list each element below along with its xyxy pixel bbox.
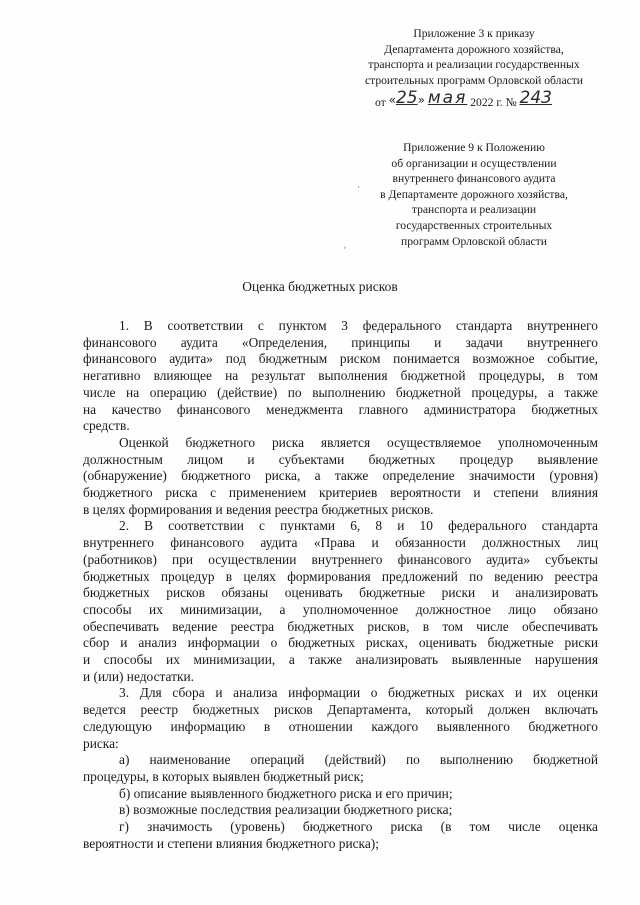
appendix-regulation-line: транспорта и реализации (411, 203, 537, 217)
document-body (83, 318, 598, 853)
appendix-order-line: транспорта и реализации государственных (368, 58, 580, 72)
paragraph-3 (83, 518, 598, 685)
text-line: должностным лицом и субъектами бюджетных процедур выявление (83, 451, 598, 467)
text-line: средств. (83, 418, 130, 434)
text-line: (обнаружение) бюджетного риска, а также определение значимости (уровня) (83, 468, 598, 484)
text-line: 3. Для сбора и анализа информации о бюджетных рисках и их оценки (119, 685, 598, 701)
text-line: а) наименование операций (действий) по выполнению бюджетной (119, 752, 598, 768)
appendix-regulation-line: программ Орловской области (401, 234, 547, 248)
text-line: и (или) недостатки. (83, 668, 194, 684)
text-line: сбор и анализ информации о бюджетных рисках, оценивать бюджетные риски (83, 635, 598, 651)
text-line: бюджетных процедур в целях формирования предложений по ведению реестра (83, 568, 598, 584)
text-line: внутреннего финансового аудита «Права и обязанности должностных лиц (83, 535, 598, 551)
text-line: процедуры, в которых выявлен бюджетный риск; (83, 768, 364, 784)
date-year-and-number-label: 2022 г. № (470, 96, 517, 109)
appendix-order-header (356, 26, 592, 88)
date-month-handwritten: мая (427, 88, 468, 108)
appendix-regulation-line: об организации и осуществлении (391, 156, 557, 170)
order-number-handwritten: 243 (519, 88, 552, 108)
paragraph-1 (83, 318, 598, 435)
order-date-number (375, 88, 615, 112)
scan-speck: · (357, 182, 360, 192)
text-line: б) описание выявленного бюджетного риска и его причин; (119, 785, 453, 801)
text-line: в целях формирования и ведения реестра бюджетных рисков. (83, 501, 434, 517)
text-line: 2. В соответствии с пунктами 6, 8 и 10 федерального стандарта (119, 518, 598, 534)
date-close-quote: » (417, 93, 425, 107)
text-line: ведется реестр бюджетных рисков Департамента, который должен включать (83, 702, 598, 718)
text-line: на качество финансового менеджмента главного администратора бюджетных (83, 401, 598, 417)
text-line: в) возможные последствия реализации бюджетного риска; (119, 802, 453, 818)
appendix-regulation-line: государственных строительных (395, 218, 553, 232)
appendix-order-line: Приложение 3 к приказу (413, 27, 535, 40)
text-line: бюджетных рисков обязаны оценивать бюджетные риски и анализировать (83, 585, 598, 601)
date-prefix: от (375, 96, 386, 109)
text-line: (работников) при осуществлении внутреннего финансового аудита» субъекты (83, 551, 598, 567)
text-line: риска: (83, 735, 119, 751)
scan-speck: ʹ (344, 245, 346, 255)
text-line: числе на операцию (действие) по выполнению бюджетной процедуры, а также (83, 384, 598, 400)
text-line: бюджетного риска с применением критериев вероятности и степени влияния (83, 485, 598, 501)
text-line: Оценкой бюджетного риска является осуществляемое уполномоченным (119, 434, 598, 450)
date-day-handwritten: 25 (395, 88, 418, 108)
appendix-regulation-line: в Департаменте дорожного хозяйства, (380, 187, 568, 201)
text-line: вероятности и степени влияния бюджетного риска); (83, 835, 379, 851)
text-line: финансового аудита «Определения, принципы и задачи внутреннего (83, 334, 598, 350)
appendix-regulation-header (346, 140, 602, 249)
list-item-b (83, 786, 598, 803)
list-item-d (83, 819, 598, 852)
document-title: Оценка бюджетных рисков (242, 279, 398, 294)
text-line: финансового аудита» под бюджетным риском понимается возможное событие, (83, 351, 598, 367)
appendix-regulation-line: внутреннего финансового аудита (392, 172, 556, 186)
text-line: 1. В соответствии с пунктом 3 федерального стандарта внутреннего (119, 318, 598, 333)
paragraph-4 (83, 685, 598, 752)
text-line: обеспечивать ведение реестра бюджетных рисков, в том числе обеспечивать (83, 618, 598, 634)
text-line: г) значимость (уровень) бюджетного риска (в том числе оценка (119, 819, 598, 835)
appendix-order-line: Департамента дорожного хозяйства, (384, 42, 564, 56)
list-item-c (83, 802, 598, 819)
appendix-regulation-line: Приложение 9 к Положению (403, 141, 545, 154)
paragraph-2 (83, 435, 598, 519)
text-line: и способы их минимизации, а также анализировать выявленные нарушения (83, 652, 598, 668)
date-open-quote: « (388, 93, 396, 107)
text-line: следующую информацию в отношении каждого выявленного бюджетного (83, 718, 598, 734)
list-item-a (83, 752, 598, 785)
appendix-order-line: строительных программ Орловской области (364, 73, 584, 87)
text-line: негативно влияющее на результат выполнения бюджетной процедуры, в том (83, 368, 598, 384)
text-line: способы их минимизации, а уполномоченное должностное лицо обязано (83, 601, 598, 617)
